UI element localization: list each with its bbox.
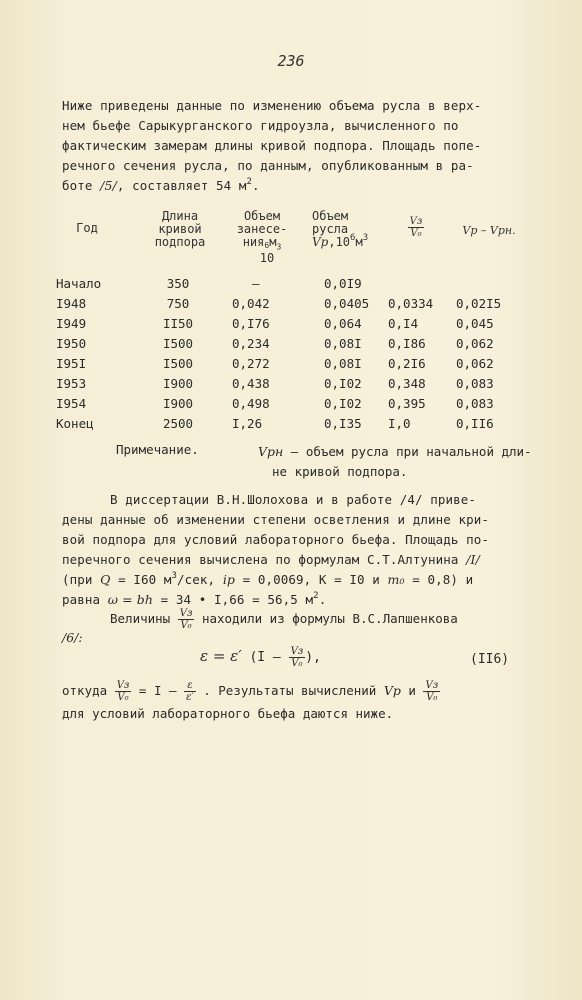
cell-year: I950 xyxy=(56,336,87,351)
cell-volume: 0,0I9 xyxy=(324,276,362,291)
page-number: 236 xyxy=(277,52,305,70)
note-text: Vрн – объем русла при начальной дли- не кривой подпора. xyxy=(258,444,532,479)
header-length: Длина кривой подпора xyxy=(154,209,206,249)
cell-volume: 0,064 xyxy=(324,316,362,331)
header-silting: Объем занесе- $ния6м_3$ 10 xyxy=(236,209,288,265)
table-row xyxy=(56,416,526,436)
cell-silting: – xyxy=(252,276,260,291)
reference-5: /5/ xyxy=(100,178,117,193)
cell-ratio: 0,348 xyxy=(388,376,426,391)
note-symbol: Vрн xyxy=(258,444,284,459)
cell-diff: 0,II6 xyxy=(456,416,494,431)
cell-year: I949 xyxy=(56,316,87,331)
cell-length: I500 xyxy=(162,356,194,371)
paragraph-dissertation: В диссертации В.Н.Шолохова и в работе /4/ приве- дены данные об изменении степени осветления и длине кри- вой подпора для условий лабораторного бьефа. Площадь по- перечного сечения вычислена по формулам С.Т.Алтунина /I/ (при Q = I60 $м^3$/сек, iр = 0,0069, К = I0 и m₀ = 0,8) и равна ω = bh = 34 • I,66 = 56,5 $м^2$. xyxy=(62,492,490,607)
intro-line-2: нем бьефе Сарыкурганского гидроузла, вычисленного по xyxy=(62,118,459,133)
intro-line-4: речного сечения русла, по данным, опубликованным в ра- xyxy=(62,158,474,173)
cell-diff: 0,045 xyxy=(456,316,494,331)
paragraph-whence-line-2: для условий лабораторного бьефа даются ниже. xyxy=(62,706,394,721)
cell-ratio: 0,I4 xyxy=(388,316,419,331)
cell-diff: 0,062 xyxy=(456,336,494,351)
cell-diff: 0,083 xyxy=(456,376,494,391)
table-row xyxy=(56,276,526,296)
cell-ratio: 0,2I6 xyxy=(388,356,426,371)
cell-length: I900 xyxy=(162,396,194,411)
formula-number: (II6) xyxy=(470,652,510,667)
cell-diff: 0,083 xyxy=(456,396,494,411)
cell-silting: 0,042 xyxy=(232,296,270,311)
cell-year: I954 xyxy=(56,396,87,411)
paragraph-values: Величины $\frac{Vз}{\text{V₀}}$ находили из формулы В.С.Лапшенкова xyxy=(110,608,458,631)
cell-year: I948 xyxy=(56,296,87,311)
intro-line-1: Ниже приведены данные по изменению объема русла в верх- xyxy=(62,98,482,113)
intro-paragraph xyxy=(62,96,512,196)
cell-diff: 0,02I5 xyxy=(456,296,502,311)
cell-year: Конец xyxy=(56,416,94,431)
cell-length: I500 xyxy=(162,336,194,351)
cell-silting: 0,272 xyxy=(232,356,270,371)
cell-silting: 0,498 xyxy=(232,396,270,411)
cell-length: II50 xyxy=(162,316,194,331)
table-row xyxy=(56,316,526,336)
reference-6: /6/: xyxy=(62,630,83,645)
cell-volume: 0,0405 xyxy=(324,296,370,311)
cell-silting: 0,234 xyxy=(232,336,270,351)
formula-116: ε = ε′ (I – $\frac{Vз}{\text{V₀}}$ ), xyxy=(200,646,321,669)
cell-year: I95I xyxy=(56,356,87,371)
header-ratio: $\frac{Vз}{\text{V₀}}$ xyxy=(409,216,423,239)
cell-diff: 0,062 xyxy=(456,356,494,371)
cell-length: 750 xyxy=(166,296,190,311)
cell-silting: 0,I76 xyxy=(232,316,270,331)
table-row xyxy=(56,376,526,396)
intro-line-3: фактическим замерам длины кривой подпора. Площадь попе- xyxy=(62,138,482,153)
cell-year: I953 xyxy=(56,376,87,391)
table-row xyxy=(56,296,526,316)
cell-length: 2500 xyxy=(162,416,194,431)
cell-length: 350 xyxy=(166,276,190,291)
cell-ratio: 0,0334 xyxy=(388,296,434,311)
table-row xyxy=(56,336,526,356)
cell-ratio: 0,395 xyxy=(388,396,426,411)
cell-ratio: 0,I86 xyxy=(388,336,426,351)
table-row xyxy=(56,396,526,416)
cell-volume: 0,I35 xyxy=(324,416,362,431)
paragraph-whence: откуда $\frac{Vз}{\text{V₀}}$ = I – $\frac{\varepsilon}{\varepsilon'}$ . Результаты вычислений Vр и $\frac{Vз}{\text{V₀}}$ xyxy=(62,680,439,703)
cell-silting: I,26 xyxy=(232,416,263,431)
cell-year: Начало xyxy=(56,276,102,291)
reference-1: /I/ xyxy=(466,552,480,567)
cell-ratio: I,0 xyxy=(388,416,411,431)
intro-line-5: боте /5/, составляет 54 $м^2$. xyxy=(62,177,260,193)
cell-silting: 0,438 xyxy=(232,376,270,391)
header-volume: Объем русла $Vр,10^6м^3$ xyxy=(312,209,369,249)
cell-volume: 0,08I xyxy=(324,336,362,351)
note-label: Примечание. xyxy=(116,442,199,457)
header-year: Год xyxy=(76,221,98,235)
table-row xyxy=(56,356,526,376)
header-diff: Vр – Vрн. xyxy=(462,224,516,237)
cell-volume: 0,08I xyxy=(324,356,362,371)
cell-volume: 0,I02 xyxy=(324,376,362,391)
cell-volume: 0,I02 xyxy=(324,396,362,411)
cell-length: I900 xyxy=(162,376,194,391)
